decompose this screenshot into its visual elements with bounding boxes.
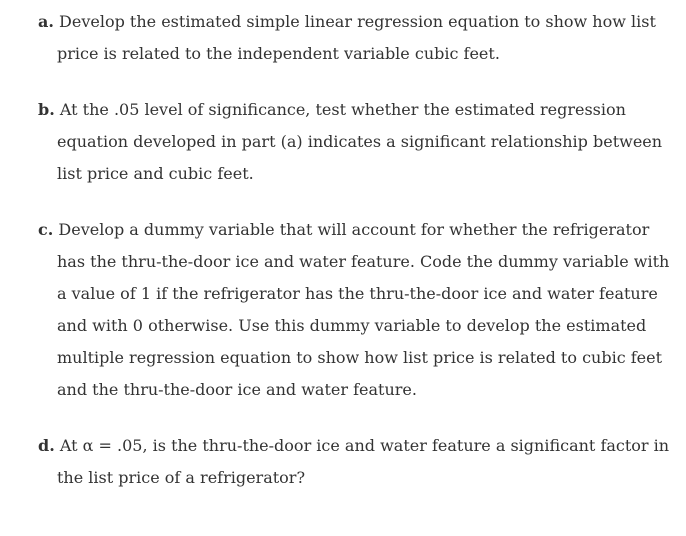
question-text: Develop a dummy variable that will account for whether the refrigerator has the thru-the-door ice and water feature. Code the dummy variable with a value of 1 if the refrigerator has the thru-the-door ice and water feature and with 0 otherwise. Use this dummy variable to develop the estimated multiple regression equation to show how list price is related to cubic feet and the thru-the-door ice and water feature. [57, 220, 670, 399]
question-letter: b. [38, 100, 55, 119]
question-letter: d. [38, 436, 55, 455]
question-letter: a. [38, 12, 54, 31]
question-b [38, 94, 670, 190]
question-text: At the .05 level of significance, test whether the estimated regression equation developed in part (a) indicates a significant relationship between list price and cubic feet. [57, 100, 663, 183]
question-letter: c. [38, 220, 54, 239]
question-text: At α = .05, is the thru-the-door ice and water feature a significant factor in the list price of a refrigerator? [57, 436, 670, 487]
question-list [38, 6, 670, 518]
question-d [38, 430, 670, 494]
question-c [38, 214, 670, 406]
question-a [38, 6, 670, 70]
question-text: Develop the estimated simple linear regression equation to show how list price is related to the independent variable cubic feet. [57, 12, 656, 63]
